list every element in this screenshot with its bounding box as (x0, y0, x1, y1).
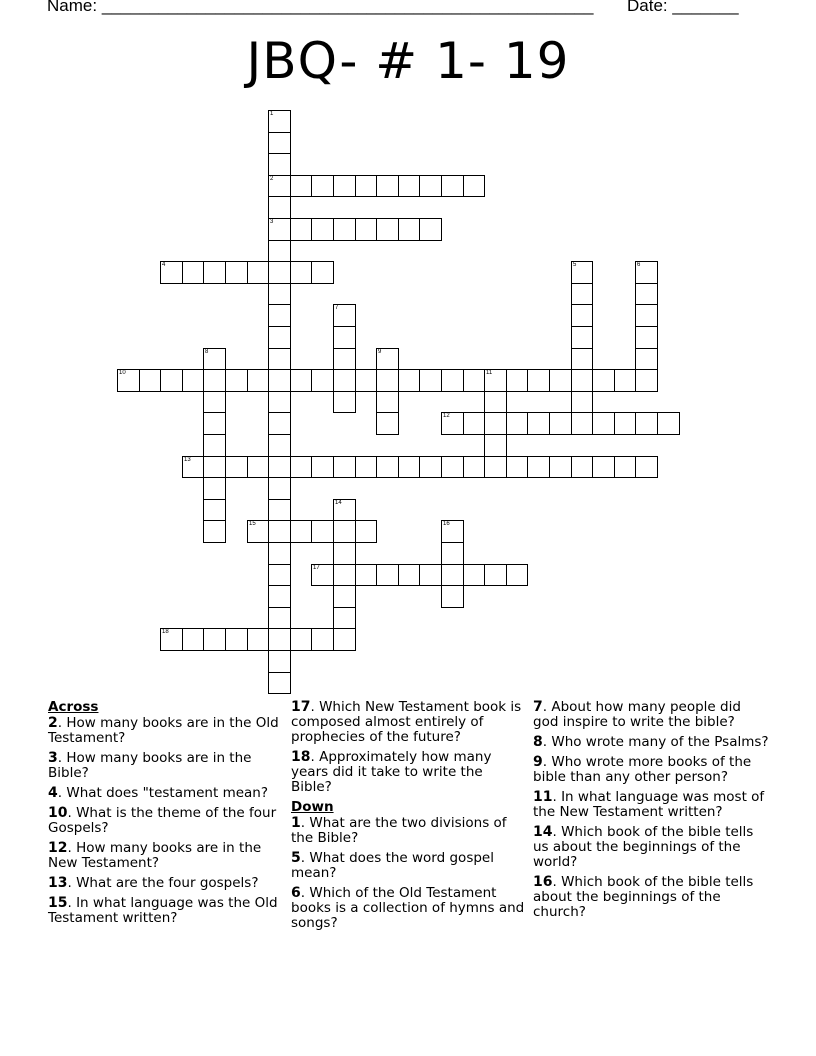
clue-text: Who wrote many of the Psalms? (551, 734, 769, 750)
grid-cell[interactable] (355, 175, 377, 197)
cell-number: 15 (249, 521, 256, 527)
grid-cell[interactable] (635, 326, 658, 349)
grid-cell[interactable] (247, 456, 269, 478)
clue-item: 6. Which of the Old Testament books is a collection of hymns and songs? (291, 885, 525, 931)
grid-cell[interactable] (203, 434, 226, 457)
cell-number: 17 (313, 565, 320, 571)
grid-cell[interactable] (333, 391, 356, 413)
cell-number: 6 (637, 262, 641, 268)
grid-cell[interactable] (268, 175, 291, 197)
grid-cell[interactable] (635, 369, 658, 392)
grid-cell[interactable] (203, 348, 226, 370)
grid-cell[interactable] (225, 261, 248, 284)
grid-cell[interactable] (571, 369, 593, 392)
date-label: Date: (627, 0, 668, 15)
grid-cell[interactable] (419, 218, 442, 241)
grid-cell[interactable] (225, 628, 248, 651)
grid-cell[interactable] (571, 283, 593, 305)
clue-item: 13. What are the four gospels? (48, 875, 259, 891)
grid-cell[interactable] (268, 650, 291, 673)
grid-cell[interactable] (203, 628, 226, 651)
cell-number: 12 (443, 413, 450, 419)
grid-cell[interactable] (247, 369, 269, 392)
clue-number: 11 (533, 789, 553, 805)
clue-text: What is the theme of the four Gospels? (48, 805, 277, 836)
grid-cell[interactable] (419, 369, 442, 392)
grid-cell[interactable] (506, 412, 528, 435)
grid-cell[interactable] (484, 564, 507, 586)
grid-cell[interactable] (571, 412, 593, 435)
grid-cell[interactable] (376, 391, 399, 413)
grid-cell[interactable] (290, 218, 312, 241)
clue-text: What are the two divisions of the Bible? (291, 815, 507, 846)
grid-cell[interactable] (376, 348, 399, 370)
grid-cell[interactable] (333, 304, 356, 327)
grid-cell[interactable] (247, 261, 269, 284)
clue-text: How many books are in the New Testament? (48, 840, 262, 871)
clue-item: 4. What does "testament mean? (48, 785, 269, 801)
clue-number: 6 (291, 885, 301, 901)
clue-text: How many books are in the Old Testament? (48, 715, 279, 746)
clue-item: 18. Approximately how many years did it take to write the Bible? (291, 749, 492, 795)
grid-cell[interactable] (268, 456, 291, 478)
clue-text: How many books are in the Bible? (48, 750, 252, 781)
cell-number: 13 (184, 457, 191, 463)
grid-cell[interactable] (355, 218, 377, 241)
clue-item: 17. Which New Testament book is composed almost entirely of prophecies of the future? (291, 699, 522, 745)
clue-number: 3 (48, 750, 58, 766)
clue-number: 8 (533, 734, 543, 750)
grid-cell[interactable] (484, 391, 507, 413)
grid-cell[interactable] (160, 261, 183, 284)
grid-cell[interactable] (419, 175, 442, 197)
grid-cell[interactable] (311, 628, 334, 651)
grid-cell[interactable] (463, 175, 485, 197)
grid-cell[interactable] (203, 456, 226, 478)
grid-cell[interactable] (268, 499, 291, 521)
grid-cell[interactable] (268, 153, 291, 176)
grid-cell[interactable] (355, 564, 377, 586)
date-field[interactable]: _______ (672, 0, 739, 15)
grid-cell[interactable] (333, 456, 356, 478)
grid-cell[interactable] (571, 348, 593, 370)
grid-cell[interactable] (571, 261, 593, 284)
grid-cell[interactable] (268, 628, 291, 651)
grid-cell[interactable] (527, 412, 550, 435)
grid-cell[interactable] (635, 456, 658, 478)
grid-cell[interactable] (441, 585, 464, 608)
grid-cell[interactable] (571, 304, 593, 327)
grid-cell[interactable] (333, 520, 356, 543)
clue-number: 17 (291, 699, 311, 715)
grid-cell[interactable] (614, 456, 636, 478)
grid-cell[interactable] (268, 326, 291, 349)
grid-cell[interactable] (463, 456, 485, 478)
clue-item: 9. Who wrote more books of the bible than any other person? (533, 754, 752, 785)
grid-cell[interactable] (268, 585, 291, 608)
clue-number: 1 (291, 815, 301, 831)
grid-cell[interactable] (463, 369, 485, 392)
grid-cell[interactable] (376, 175, 399, 197)
grid-cell[interactable] (290, 261, 312, 284)
grid-cell[interactable] (182, 456, 204, 478)
grid-cell[interactable] (333, 348, 356, 370)
grid-cell[interactable] (376, 218, 399, 241)
grid-cell[interactable] (484, 434, 507, 457)
grid-cell[interactable] (333, 175, 356, 197)
cell-number: 3 (270, 219, 274, 225)
grid-cell[interactable] (614, 412, 636, 435)
clue-text: Which of the Old Testament books is a collection of hymns and songs? (291, 885, 525, 931)
cell-number: 1 (270, 111, 274, 117)
clue-text: About how many people did god inspire to write the bible? (533, 699, 741, 730)
grid-cell[interactable] (268, 607, 291, 629)
name-field[interactable]: ____________________________________________________ (101, 0, 594, 15)
grid-cell[interactable] (484, 456, 507, 478)
clue-item: 10. What is the theme of the four Gospels? (48, 805, 277, 836)
grid-cell[interactable] (160, 628, 183, 651)
grid-cell[interactable] (592, 456, 615, 478)
clue-text: Approximately how many years did it take to write the Bible? (291, 749, 492, 795)
grid-cell[interactable] (333, 542, 356, 565)
grid-cell[interactable] (463, 412, 485, 435)
grid-cell[interactable] (247, 628, 269, 651)
grid-cell[interactable] (311, 564, 334, 586)
grid-cell[interactable] (527, 369, 550, 392)
grid-cell[interactable] (117, 369, 140, 392)
clue-text: What does "testament mean? (66, 785, 269, 801)
cell-number: 16 (443, 521, 450, 527)
grid-cell[interactable] (333, 326, 356, 349)
grid-cell[interactable] (376, 564, 399, 586)
grid-cell[interactable] (549, 369, 572, 392)
grid-cell[interactable] (268, 110, 291, 133)
grid-cell[interactable] (441, 175, 464, 197)
cell-number: 10 (119, 370, 126, 376)
grid-cell[interactable] (592, 412, 615, 435)
cell-number: 8 (205, 349, 209, 355)
grid-cell[interactable] (268, 391, 291, 413)
grid-cell[interactable] (398, 175, 420, 197)
clue-item: 8. Who wrote many of the Psalms? (533, 734, 769, 750)
name-label: Name: (47, 0, 98, 15)
grid-cell[interactable] (268, 283, 291, 305)
clue-text: What are the four gospels? (76, 875, 259, 891)
cell-number: 5 (573, 262, 577, 268)
cell-number: 18 (162, 629, 169, 635)
grid-cell[interactable] (506, 456, 528, 478)
clue-text: Which book of the bible tells about the beginnings of the church? (533, 874, 754, 920)
grid-cell[interactable] (268, 520, 291, 543)
clue-column-1 (48, 700, 280, 931)
clue-item: 12. How many books are in the New Testament? (48, 840, 262, 871)
cell-number: 4 (162, 262, 166, 268)
clue-number: 16 (533, 874, 553, 890)
grid-cell[interactable] (268, 672, 291, 694)
grid-cell[interactable] (506, 369, 528, 392)
grid-cell[interactable] (506, 564, 528, 586)
clue-text: In what language was most of the New Testament written? (533, 789, 765, 820)
grid-cell[interactable] (203, 369, 226, 392)
grid-cell[interactable] (571, 326, 593, 349)
cell-number: 14 (335, 500, 342, 506)
grid-cell[interactable] (463, 564, 485, 586)
grid-cell[interactable] (311, 261, 334, 284)
grid-cell[interactable] (398, 456, 420, 478)
grid-cell[interactable] (203, 261, 226, 284)
clue-item: 5. What does the word gospel mean? (291, 850, 494, 881)
clue-number: 14 (533, 824, 553, 840)
grid-cell[interactable] (268, 218, 291, 241)
grid-cell[interactable] (203, 391, 226, 413)
grid-cell[interactable] (614, 369, 636, 392)
grid-cell[interactable] (419, 564, 442, 586)
grid-cell[interactable] (268, 542, 291, 565)
grid-cell[interactable] (268, 434, 291, 457)
grid-cell[interactable] (268, 369, 291, 392)
grid-cell[interactable] (657, 412, 680, 435)
grid-cell[interactable] (441, 369, 464, 392)
clue-number: 10 (48, 805, 68, 821)
clue-number: 13 (48, 875, 68, 891)
clue-text: In what language was the Old Testament written? (48, 895, 278, 926)
cell-number: 2 (270, 176, 274, 182)
clue-column-2 (291, 700, 527, 936)
grid-cell[interactable] (355, 369, 377, 392)
grid-cell[interactable] (376, 412, 399, 435)
grid-cell[interactable] (311, 175, 334, 197)
grid-cell[interactable] (549, 412, 572, 435)
grid-cell[interactable] (268, 477, 291, 500)
grid-cell[interactable] (571, 391, 593, 413)
grid-cell[interactable] (592, 369, 615, 392)
clue-item: 16. Which book of the bible tells about the beginnings of the church? (533, 874, 754, 920)
clue-number: 7 (533, 699, 543, 715)
grid-cell[interactable] (355, 456, 377, 478)
grid-cell[interactable] (290, 520, 312, 543)
grid-cell[interactable] (290, 369, 312, 392)
grid-cell[interactable] (203, 412, 226, 435)
grid-cell[interactable] (635, 261, 658, 284)
grid-cell[interactable] (290, 628, 312, 651)
across-heading: Across (48, 699, 99, 715)
clue-text: Who wrote more books of the bible than any other person? (533, 754, 752, 785)
down-heading: Down (291, 799, 334, 815)
grid-cell[interactable] (268, 196, 291, 219)
grid-cell[interactable] (311, 218, 334, 241)
grid-cell[interactable] (182, 628, 204, 651)
clue-column-3 (533, 700, 769, 925)
grid-cell[interactable] (311, 456, 334, 478)
clue-text: Which New Testament book is composed almost entirely of prophecies of the future? (291, 699, 522, 745)
grid-cell[interactable] (203, 477, 226, 500)
clue-text: Which book of the bible tells us about the beginnings of the world? (533, 824, 754, 870)
clue-text: What does the word gospel mean? (291, 850, 494, 881)
grid-cell[interactable] (333, 585, 356, 608)
grid-cell[interactable] (268, 564, 291, 586)
clue-item: 11. In what language was most of the New Testament written? (533, 789, 765, 820)
grid-cell[interactable] (203, 520, 226, 543)
grid-cell[interactable] (333, 628, 356, 651)
grid-cell[interactable] (139, 369, 161, 392)
clue-item: 7. About how many people did god inspire to write the bible? (533, 699, 741, 730)
grid-cell[interactable] (441, 542, 464, 565)
grid-cell[interactable] (355, 520, 377, 543)
grid-cell[interactable] (549, 456, 572, 478)
cell-number: 11 (486, 370, 493, 376)
grid-cell[interactable] (290, 456, 312, 478)
grid-cell[interactable] (635, 304, 658, 327)
clue-number: 2 (48, 715, 58, 731)
grid-cell[interactable] (311, 369, 334, 392)
cell-number: 9 (378, 349, 382, 355)
grid-cell[interactable] (333, 607, 356, 629)
grid-cell[interactable] (333, 499, 356, 521)
grid-cell[interactable] (527, 456, 550, 478)
clue-number: 18 (291, 749, 311, 765)
cell-number: 7 (335, 305, 339, 311)
clue-item: 3. How many books are in the Bible? (48, 750, 252, 781)
grid-cell[interactable] (182, 369, 204, 392)
grid-cell[interactable] (268, 261, 291, 284)
grid-cell[interactable] (571, 456, 593, 478)
grid-cell[interactable] (441, 520, 464, 543)
grid-cell[interactable] (441, 456, 464, 478)
clue-item: 14. Which book of the bible tells us about the beginnings of the world? (533, 824, 754, 870)
grid-cell[interactable] (268, 240, 291, 262)
grid-cell[interactable] (398, 369, 420, 392)
grid-cell[interactable] (333, 218, 356, 241)
grid-cell[interactable] (376, 456, 399, 478)
grid-cell[interactable] (484, 369, 507, 392)
clue-item: 2. How many books are in the Old Testament? (48, 715, 279, 746)
grid-cell[interactable] (182, 261, 204, 284)
grid-cell[interactable] (398, 218, 420, 241)
grid-cell[interactable] (635, 348, 658, 370)
grid-cell[interactable] (268, 304, 291, 327)
grid-cell[interactable] (441, 412, 464, 435)
grid-cell[interactable] (635, 283, 658, 305)
grid-cell[interactable] (160, 369, 183, 392)
clue-number: 4 (48, 785, 58, 801)
grid-cell[interactable] (203, 499, 226, 521)
grid-cell[interactable] (225, 456, 248, 478)
clue-item: 15. In what language was the Old Testament written? (48, 895, 278, 926)
grid-cell[interactable] (419, 456, 442, 478)
page-title: JBQ- # 1- 19 (246, 32, 570, 90)
clue-number: 15 (48, 895, 68, 911)
grid-cell[interactable] (290, 175, 312, 197)
grid-cell[interactable] (268, 412, 291, 435)
grid-cell[interactable] (225, 369, 248, 392)
clue-number: 5 (291, 850, 301, 866)
clue-number: 12 (48, 840, 68, 856)
grid-cell[interactable] (268, 348, 291, 370)
grid-cell[interactable] (484, 412, 507, 435)
grid-cell[interactable] (247, 520, 269, 543)
grid-cell[interactable] (333, 369, 356, 392)
grid-cell[interactable] (311, 520, 334, 543)
grid-cell[interactable] (635, 412, 658, 435)
clue-number: 9 (533, 754, 543, 770)
clue-item: 1. What are the two divisions of the Bible? (291, 815, 507, 846)
grid-cell[interactable] (441, 564, 464, 586)
grid-cell[interactable] (376, 369, 399, 392)
grid-cell[interactable] (268, 132, 291, 154)
grid-cell[interactable] (398, 564, 420, 586)
grid-cell[interactable] (333, 564, 356, 586)
